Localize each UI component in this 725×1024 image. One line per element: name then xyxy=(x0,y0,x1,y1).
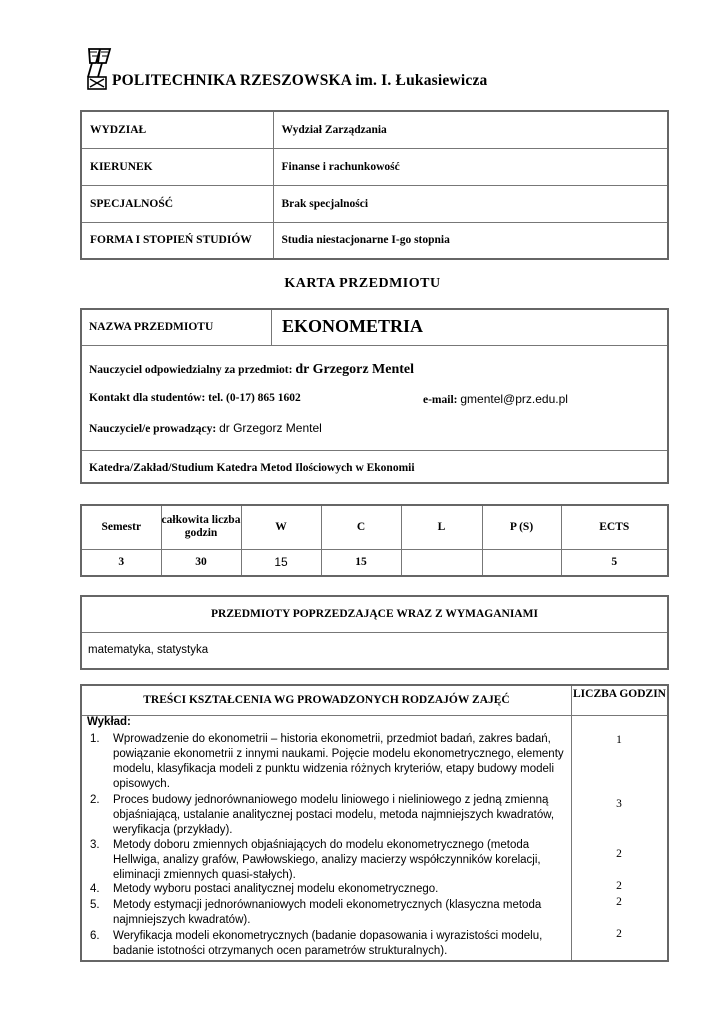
table-row xyxy=(81,148,668,185)
prz-logo-icon xyxy=(86,47,114,91)
exercises-header: C xyxy=(321,505,401,549)
item-hours: 1 xyxy=(616,734,622,746)
contact-phone: Kontakt dla studentów: tel. (0-17) 865 1602 xyxy=(89,392,301,404)
list-item xyxy=(88,898,568,928)
list-item xyxy=(88,732,568,792)
responsible-name: dr Grzegorz Mentel xyxy=(295,362,415,377)
item-number: 2. xyxy=(90,794,100,806)
teachers-line xyxy=(89,421,322,435)
specialization-value: Brak specjalności xyxy=(273,185,668,222)
teachers-value: dr Grzegorz Mentel xyxy=(219,421,322,435)
hours-table xyxy=(80,504,669,577)
total-hours-value: 30 xyxy=(161,549,241,576)
lecture-header: W xyxy=(241,505,321,549)
table-row xyxy=(81,549,668,576)
item-text: Metody doboru zmiennych objaśniających do modelu ekonometrycznego (metoda Hellwiga, analizy grafów, Pawłowskiego, analizy macierzy współczynników korelacji, eliminacji zmiennych quasi-stałych). xyxy=(113,839,541,881)
content-header xyxy=(82,686,667,716)
list-item xyxy=(88,838,568,883)
item-number: 5. xyxy=(90,899,100,911)
card-title: KARTA PRZEDMIOTU xyxy=(284,276,441,291)
lecture-label: Wykład: xyxy=(87,716,131,728)
contact-email-line xyxy=(423,392,568,406)
study-form-label: FORMA I STOPIEŃ STUDIÓW xyxy=(81,222,273,259)
responsible-label: Nauczyciel odpowiedzialny za przedmiot: xyxy=(89,364,293,376)
list-item xyxy=(88,882,568,897)
item-text: Proces budowy jednorównaniowego modelu liniowego i nieliniowego z jedną zmienną objaśniającą, ustalanie analitycznej postaci modelu, metoda najmniejszych kwadratów, weryfikacja (przykłady). xyxy=(113,794,555,836)
specialization-label: SPECJALNOŚĆ xyxy=(81,185,273,222)
item-text: Weryfikacja modeli ekonometrycznych (badanie dopasowania i wyrazistości modelu, badanie istotności otrzymanych ocen parametrów strukturalnych). xyxy=(113,930,543,957)
item-text: Metody wyboru postaci analitycznej modelu ekonometrycznego. xyxy=(113,883,439,895)
content-table xyxy=(80,684,669,962)
department-value: Katedra Metod Ilościowych w Ekonomii xyxy=(216,462,415,474)
lab-value xyxy=(401,549,482,576)
faculty-info-table xyxy=(80,110,669,260)
semester-header: Semestr xyxy=(81,505,161,549)
subject-name-row xyxy=(82,310,667,346)
field-label: KIERUNEK xyxy=(81,148,273,185)
teachers-label: Nauczyciel/e prowadzący: xyxy=(89,423,217,435)
item-hours: 3 xyxy=(616,798,622,810)
lecture-value: 15 xyxy=(241,549,321,576)
item-text: Wprowadzenie do ekonometrii – historia ekonometrii, przedmiot badań, zakres badań, powiązanie ekonometrii z innymi naukami. Pojęcie modelu ekonometrycznego, elementy modelu, klasyfikacja modeli z punktu widzenia różnych kryteriów, etapy budowy modeli opisowych. xyxy=(113,733,564,790)
department-line xyxy=(89,462,415,474)
table-row xyxy=(81,596,668,632)
project-value xyxy=(482,549,561,576)
ects-value: 5 xyxy=(561,549,668,576)
list-item xyxy=(88,793,568,838)
subject-name-label: NAZWA PRZEDMIOTU xyxy=(82,310,272,345)
study-form-value: Studia niestacjonarne I-go stopnia xyxy=(273,222,668,259)
item-hours: 2 xyxy=(616,848,622,860)
project-header: P (S) xyxy=(482,505,561,549)
item-number: 4. xyxy=(90,883,100,895)
prerequisites-text: matematyka, statystyka xyxy=(81,632,668,669)
item-hours: 2 xyxy=(616,896,622,908)
table-row xyxy=(81,505,668,549)
faculty-value: Wydział Zarządzania xyxy=(273,111,668,148)
semester-value: 3 xyxy=(81,549,161,576)
column-divider xyxy=(571,716,572,960)
exercises-value: 15 xyxy=(321,549,401,576)
item-number: 3. xyxy=(90,839,100,851)
total-hours-header: całkowita liczba godzin xyxy=(161,505,241,549)
email-label: e-mail: xyxy=(423,394,458,406)
responsible-line xyxy=(89,362,414,378)
item-hours: 2 xyxy=(616,928,622,940)
item-hours: 2 xyxy=(616,880,622,892)
department-label: Katedra/Zakład/Studium xyxy=(89,462,214,474)
table-row xyxy=(81,185,668,222)
item-number: 1. xyxy=(90,733,100,745)
hours-header: LICZBA GODZIN xyxy=(571,686,667,715)
lab-header: L xyxy=(401,505,482,549)
ects-header: ECTS xyxy=(561,505,668,549)
faculty-label: WYDZIAŁ xyxy=(81,111,273,148)
table-row xyxy=(81,632,668,669)
list-item xyxy=(88,929,568,959)
table-row xyxy=(81,111,668,148)
prerequisites-table xyxy=(80,595,669,670)
divider xyxy=(82,450,667,451)
email-link[interactable]: gmentel@prz.edu.pl xyxy=(460,392,568,406)
item-text: Metody estymacji jednorównaniowych modeli ekonometrycznych (klasyczna metoda najmniejszych kwadratów). xyxy=(113,899,542,926)
subject-name: EKONOMETRIA xyxy=(282,316,424,336)
subject-box xyxy=(80,308,669,484)
field-value: Finanse i rachunkowość xyxy=(273,148,668,185)
university-name: POLITECHNIKA RZESZOWSKA im. I. Łukasiewicza xyxy=(112,72,488,89)
item-number: 6. xyxy=(90,930,100,942)
table-row xyxy=(81,222,668,259)
prerequisites-title: PRZEDMIOTY POPRZEDZAJĄCE WRAZ Z WYMAGANIAMI xyxy=(81,596,668,632)
content-title: TREŚCI KSZTAŁCENIA WG PROWADZONYCH RODZAJÓW ZAJĘĆ xyxy=(143,694,510,706)
